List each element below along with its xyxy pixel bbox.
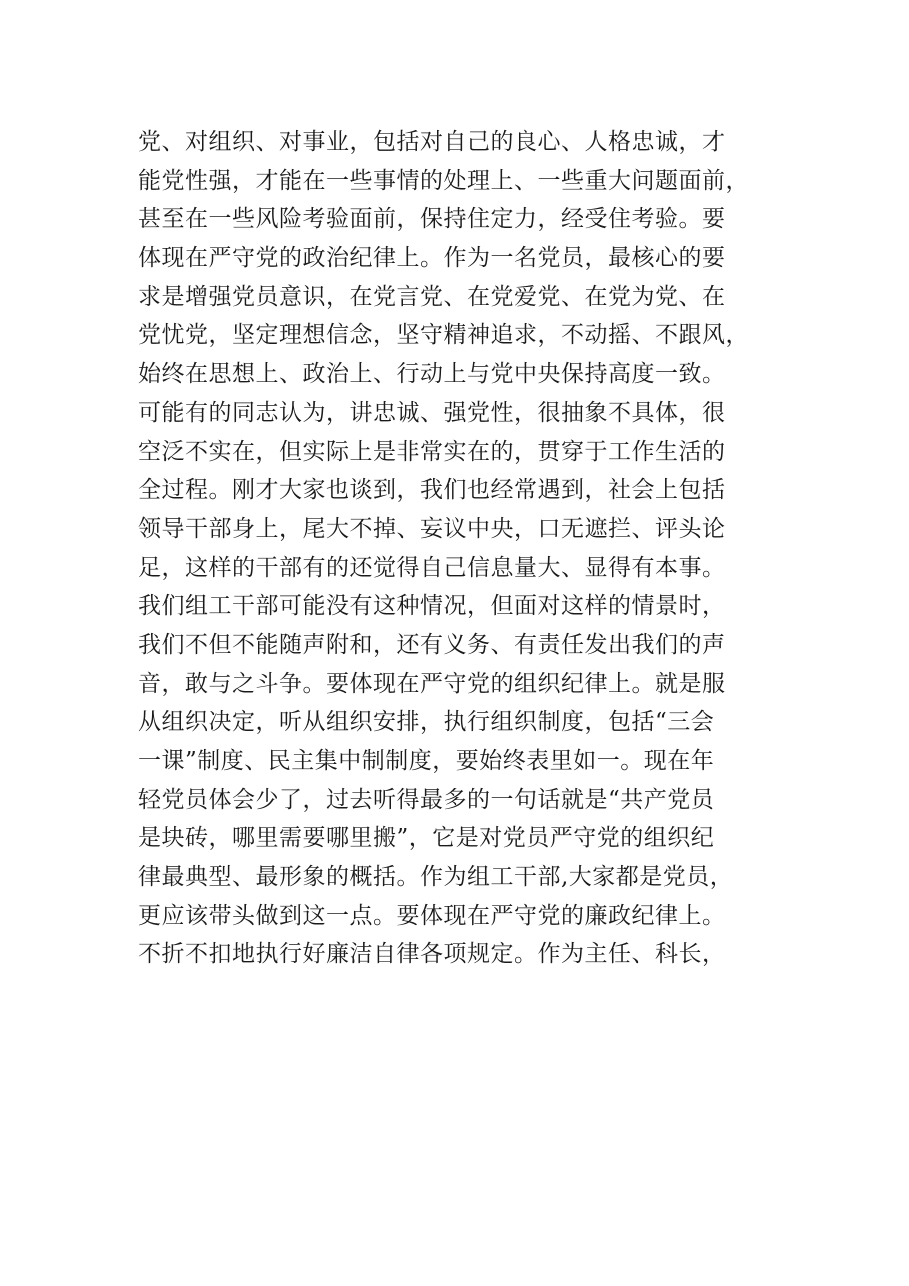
text-line: 是块砖，哪里需要哪里搬”，它是对党员严守党的组织纪 [138,825,715,852]
text-line: 轻党员体会少了，过去听得最多的一句话就是“共产党员 [138,786,715,813]
text-line: 从组织决定，听从组织安排，执行组织制度，包括“三会 [138,709,715,736]
text-line: 党、对组织、对事业，包括对自己的良心、人格忠诚，才 [138,129,726,155]
text-line: 我们组工干部可能没有这种情况，但面对这样的情景时， [138,593,726,620]
text-line: 一课”制度、民主集中制制度，要始终表里如一。现在年 [138,748,715,774]
text-line: 可能有的同志认为，讲忠诚、强党性，很抽象不具体，很 [138,399,726,426]
text-line: 不折不扣地执行好廉洁自律各项规定。作为主任、科长， [138,941,726,968]
text-line: 领导干部身上，尾大不掉、妄议中央，口无遮拦、评头论 [138,515,726,542]
text-line: 全过程。刚才大家也谈到，我们也经常遇到，社会上包括 [138,477,726,504]
text-line: 能党性强，才能在一些事情的处理上、一些重大问题面前， [138,167,749,194]
text-line: 音，敢与之斗争。要体现在严守党的组织纪律上。就是服 [138,670,726,697]
text-line: 更应该带头做到这一点。要体现在严守党的廉政纪律上。 [138,902,726,929]
text-line: 求是增强党员意识，在党言党、在党爱党、在党为党、在 [138,283,726,310]
body-text [138,123,778,974]
text-line: 我们不但不能随声附和，还有义务、有责任发出我们的声 [138,631,726,658]
text-line: 空泛不实在，但实际上是非常实在的，贯穿于工作生活的 [138,438,726,465]
text-line: 始终在思想上、政治上、行动上与党中央保持高度一致。 [138,361,726,388]
text-line: 律最典型、最形象的概括。作为组工干部,大家都是党员， [138,864,734,891]
text-line: 体现在严守党的政治纪律上。作为一名党员，最核心的要 [138,245,726,272]
text-line: 足，这样的干部有的还觉得自己信息量大、显得有本事。 [138,554,726,581]
text-line: 甚至在一些风险考验面前，保持住定力，经受住考验。要 [138,206,726,233]
text-line: 党忧党，坚定理想信念，坚守精神追求，不动摇、不跟风， [138,322,749,349]
